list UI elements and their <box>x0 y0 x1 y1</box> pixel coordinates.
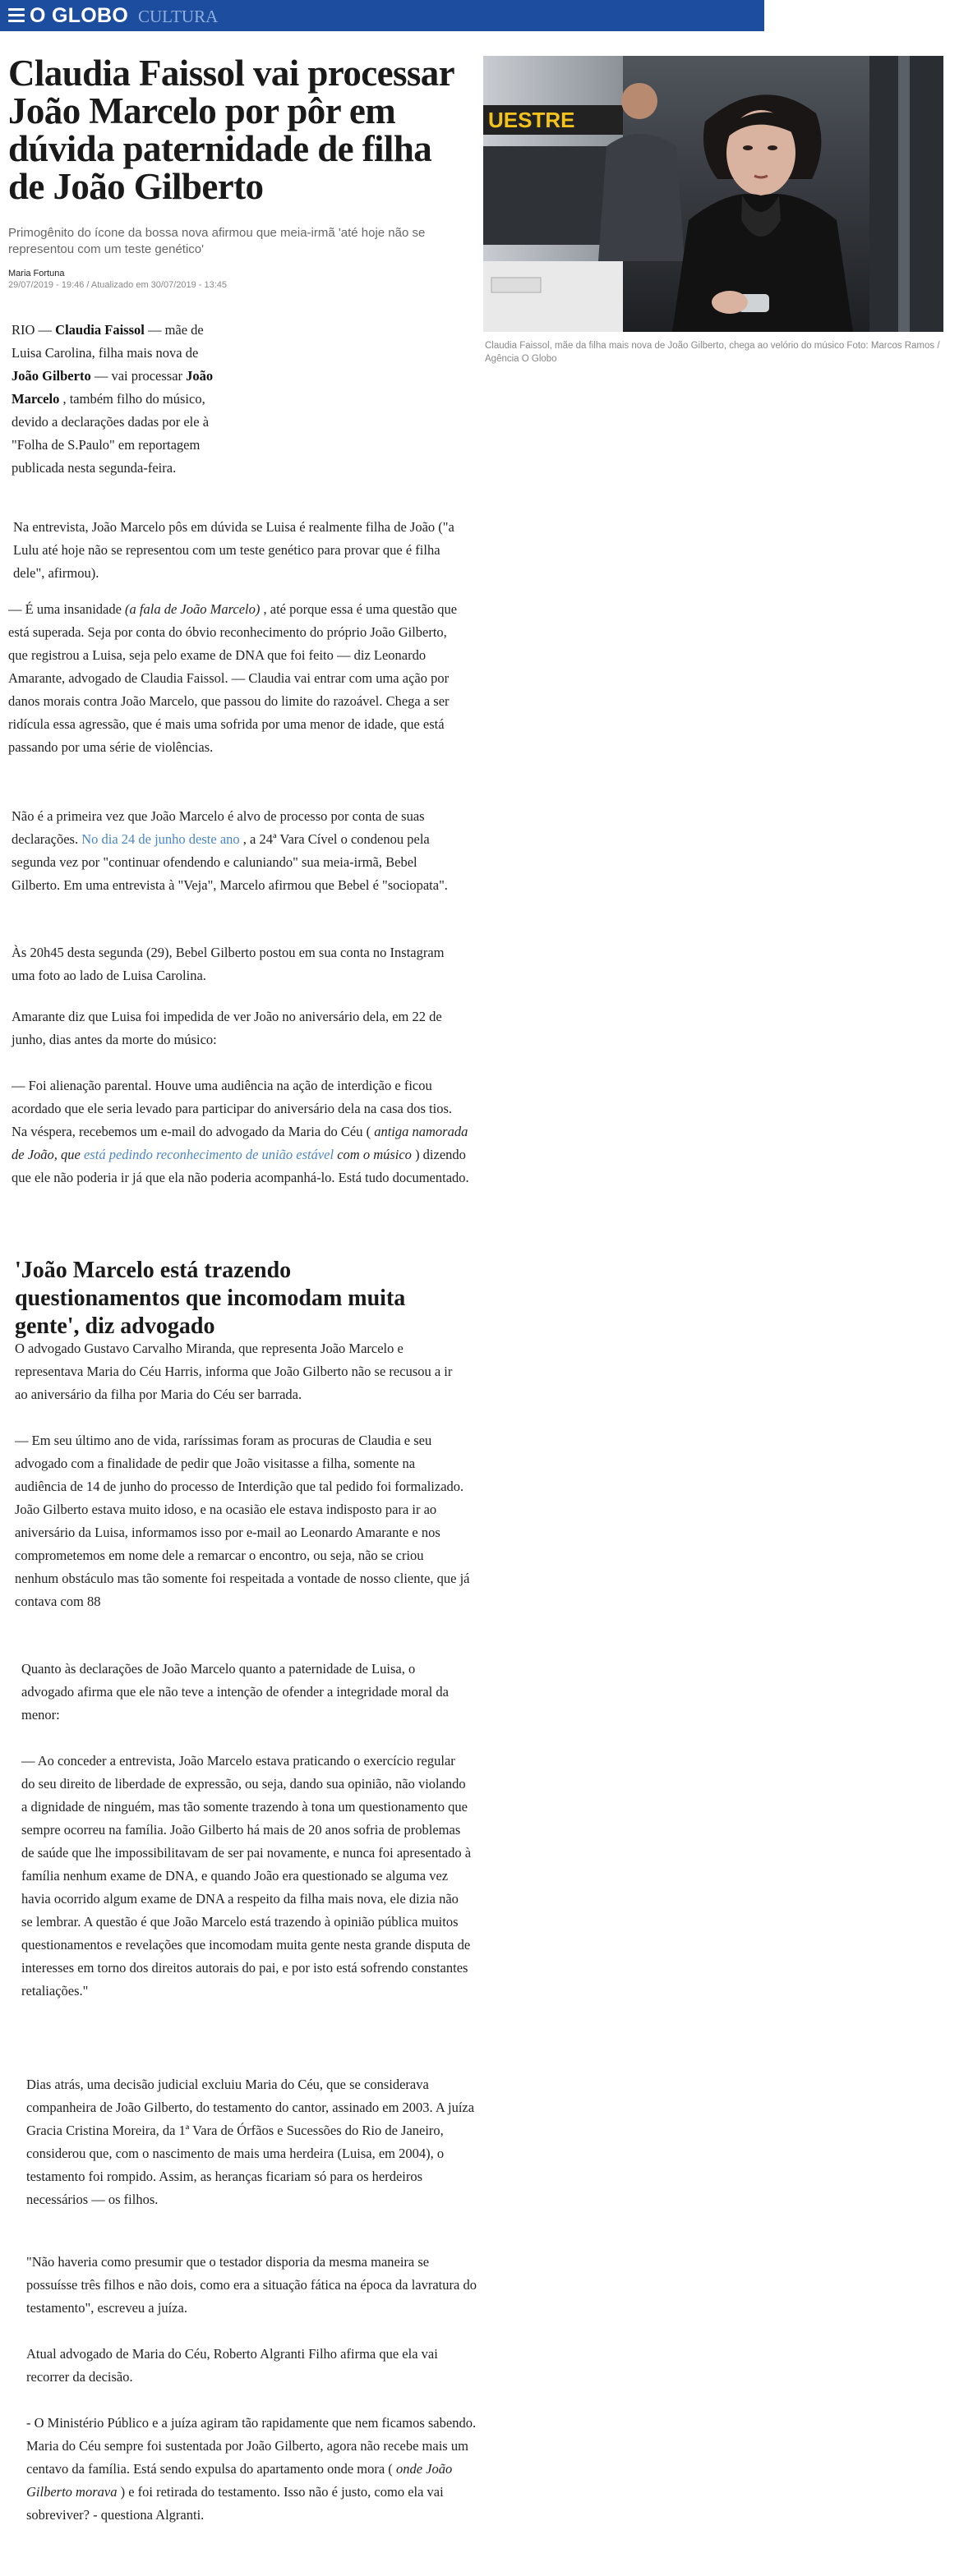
paragraph-14: Atual advogado de Maria do Céu, Roberto Algranti Filho afirma que ela vai recorrer da decisão. <box>26 2346 438 2385</box>
article-subtitle: Primogênito do ícone da bossa nova afirmou que meia-irmã 'até hoje não se representou com um teste genético' <box>8 226 426 256</box>
paragraph-3 <box>8 598 468 759</box>
site-logo[interactable]: O GLOBO <box>30 4 129 27</box>
paragraph-2: Na entrevista, João Marcelo pôs em dúvida se Luisa é realmente filha de João ("a Lulu até hoje não se representou com um teste genético para provar que é filha dele", afirmou). <box>13 519 454 581</box>
p1-text-a: RIO — <box>12 322 56 338</box>
p3-text-a: — É uma insanidade <box>8 601 126 617</box>
p15-text-b: ) e foi retirada do testamento. Isso não é justo, como ela vai sobreviver? - questiona Algranti. <box>26 2484 444 2523</box>
p1-bold-marcelo: João Marcelo <box>12 368 214 407</box>
p3-text-b: , até porque essa é uma questão que está superada. Seja por conta do óbvio reconhecimento do próprio João Gilberto, que registrou a Luisa, seja pelo exame de DNA que foi feito — diz Leonardo Amarante, advogado de Claudia Faissol. — Claudia vai entrar com uma ação por danos morais contra João Marcelo, que passou do limite do razoável. Chega a ser ridícula essa agressão, que é mais uma sofrida por uma menor de idade, que está passando por uma série de violências. <box>8 601 458 755</box>
link-uniao-estavel[interactable]: está pedindo reconhecimento de união estável <box>83 1147 334 1162</box>
paragraph-8: O advogado Gustavo Carvalho Miranda, que representa João Marcelo e representava Maria do Céu Harris, informa que João Gilberto não se recusou a ir ao aniversário da filha por Maria do Céu ser barrada. <box>15 1341 453 1402</box>
paragraph-10: Quanto às declarações de João Marcelo quanto a paternidade de Luisa, o advogado afirma que ele não teve a intenção de ofender a integridade moral da menor: <box>21 1661 449 1723</box>
paragraph-4 <box>12 805 468 897</box>
paragraph-1 <box>12 319 227 480</box>
paragraph-13: "Não haveria como presumir que o testador disporia da mesma maneira se possuísse três filhos e não dois, como era a situação fática na época da lavratura do testamento", escreveu a juíza. <box>26 2254 477 2316</box>
p1-text-d: — vai processar <box>90 368 187 384</box>
p4-text-b: , a 24ª Vara Cível o condenou pela segunda vez por "continuar ofendendo e caluniando" sua meia-irmã, Bebel Gilberto. Em uma entrevista à "Veja", Marcelo afirmou que Bebel é "sociopata". <box>12 831 448 893</box>
p7-text-a: — Foi alienação parental. Houve uma audiência na ação de interdição e ficou acordado que ele seria levado para participar do aniversário dela na casa dos tios. Na véspera, recebemos um e-mail do advogado da Maria do Céu ( <box>12 1078 453 1139</box>
section-link[interactable]: CULTURA <box>138 7 219 26</box>
p1-text-c: — mãe de Luisa Carolina, filha mais nova de <box>12 322 204 361</box>
p7-italic-1: antiga namorada de João, que <box>12 1124 468 1162</box>
p4-text-a: Não é a primeira vez que João Marcelo é alvo de processo por conta de suas declarações. <box>12 808 425 847</box>
photo-illustration <box>483 56 943 332</box>
article-headline: Claudia Faissol vai processar João Marcelo por pôr em dúvida paternidade de filha de João Gilberto <box>8 53 454 207</box>
photo-caption: Claudia Faissol, mãe da filha mais nova de João Gilberto, chega ao velório do músico Foto: Marcos Ramos / Agência O Globo <box>485 341 940 364</box>
p15-text-a: - O Ministério Público e a juíza agiram tão rapidamente que nem ficamos sabendo. Maria do Céu sempre foi sustentada por João Gilberto, agora não recebe mais um centavo da família. Está sendo expulsa do apartamento onde mora ( <box>26 2415 477 2477</box>
paragraph-5: Às 20h45 desta segunda (29), Bebel Gilberto postou em sua conta no Instagram uma foto ao lado de Luisa Carolina. <box>12 945 445 983</box>
p7-text-b: ) dizendo que ele não poderia ir já que ela não poderia acompanhá-lo. Está tudo documentado. <box>12 1147 469 1185</box>
p15-italic: onde João Gilberto morava <box>26 2461 453 2500</box>
p1-text-e: , também filho do músico, devido a declarações dadas por ele à "Folha de S.Paulo" em reportagem publicada nesta segunda-feira. <box>12 391 210 476</box>
site-header <box>0 0 764 31</box>
p3-italic: (a fala de João Marcelo) <box>125 601 261 617</box>
article-subheading: 'João Marcelo está trazendo questionamentos que incomodam muita gente', diz advogado <box>15 1258 406 1339</box>
author-name[interactable]: Maria Fortuna <box>8 269 65 278</box>
bus-sign: UESTRE <box>488 108 575 132</box>
paragraph-15 <box>26 2412 477 2527</box>
hamburger-menu-icon[interactable] <box>8 8 25 23</box>
p7-italic-2: com o músico <box>334 1147 412 1162</box>
p1-bold-claudia: Claudia Faissol <box>55 322 145 338</box>
article-photo[interactable] <box>483 56 943 332</box>
link-24-junho[interactable]: No dia 24 de junho deste ano <box>81 831 240 847</box>
paragraph-7 <box>12 1074 470 1189</box>
paragraph-9: — Em seu último ano de vida, raríssimas foram as procuras de Claudia e seu advogado com a finalidade de pedir que João visitasse a filha, somente na audiência de 14 de junho do processo de Interdição que tal pedido foi formalizado. João Gilberto estava muito idoso, e na ocasião ele estava indisposto para ir ao aniversário da Luisa, informamos isso por e-mail ao Leonardo Amarante e nos comprometemos em nome dele a remarcar o encontro, ou seja, não se criou nenhum obstáculo mas tão somente foi respeitada a vontade de nosso cliente, que já contava com 88 <box>15 1433 470 1609</box>
paragraph-6: Amarante diz que Luisa foi impedida de ver João no aniversário dela, em 22 de junho, dias antes da morte do músico: <box>12 1009 442 1047</box>
paragraph-12: Dias atrás, uma decisão judicial excluiu Maria do Céu, que se considerava companheira de João Gilberto, do testamento do cantor, assinado em 2003. A juíza Gracia Cristina Moreira, da 1ª Vara de Órfãos e Sucessões do Rio de Janeiro, considerou que, com o nascimento de mais uma herdeira (Luisa, em 2004), o testamento foi rompido. Assim, as heranças ficariam só para os herdeiros necessários — os filhos. <box>26 2077 475 2207</box>
paragraph-11: — Ao conceder a entrevista, João Marcelo estava praticando o exercício regular do seu direito de liberdade de expressão, ou seja, dando sua opinião, não violando a dignidade de ninguém, mas tão somente trazendo à tona um questionamento que sempre ocorreu na família. João Gilberto há mais de 20 anos sofria de problemas de saúde que lhe impossibilitavam de ser pai novamente, e nunca foi apresentado à família nenhum exame de DNA, e quando João era questionado se alguma vez havia ocorrido algum exame de DNA a respeito da filha mais nova, ele dizia não se lembrar. A questão é que João Marcelo está trazendo à opinião pública muitos questionamentos e revelações que incomodam muita gente nesta grande disputa de interesses em torno dos direitos autorais do pai, e por isto está sofrendo constantes retaliações." <box>21 1753 472 1999</box>
publish-dates: 29/07/2019 - 19:46 / Atualizado em 30/07/2019 - 13:45 <box>8 280 228 290</box>
p1-bold-joao: João Gilberto <box>12 368 91 384</box>
